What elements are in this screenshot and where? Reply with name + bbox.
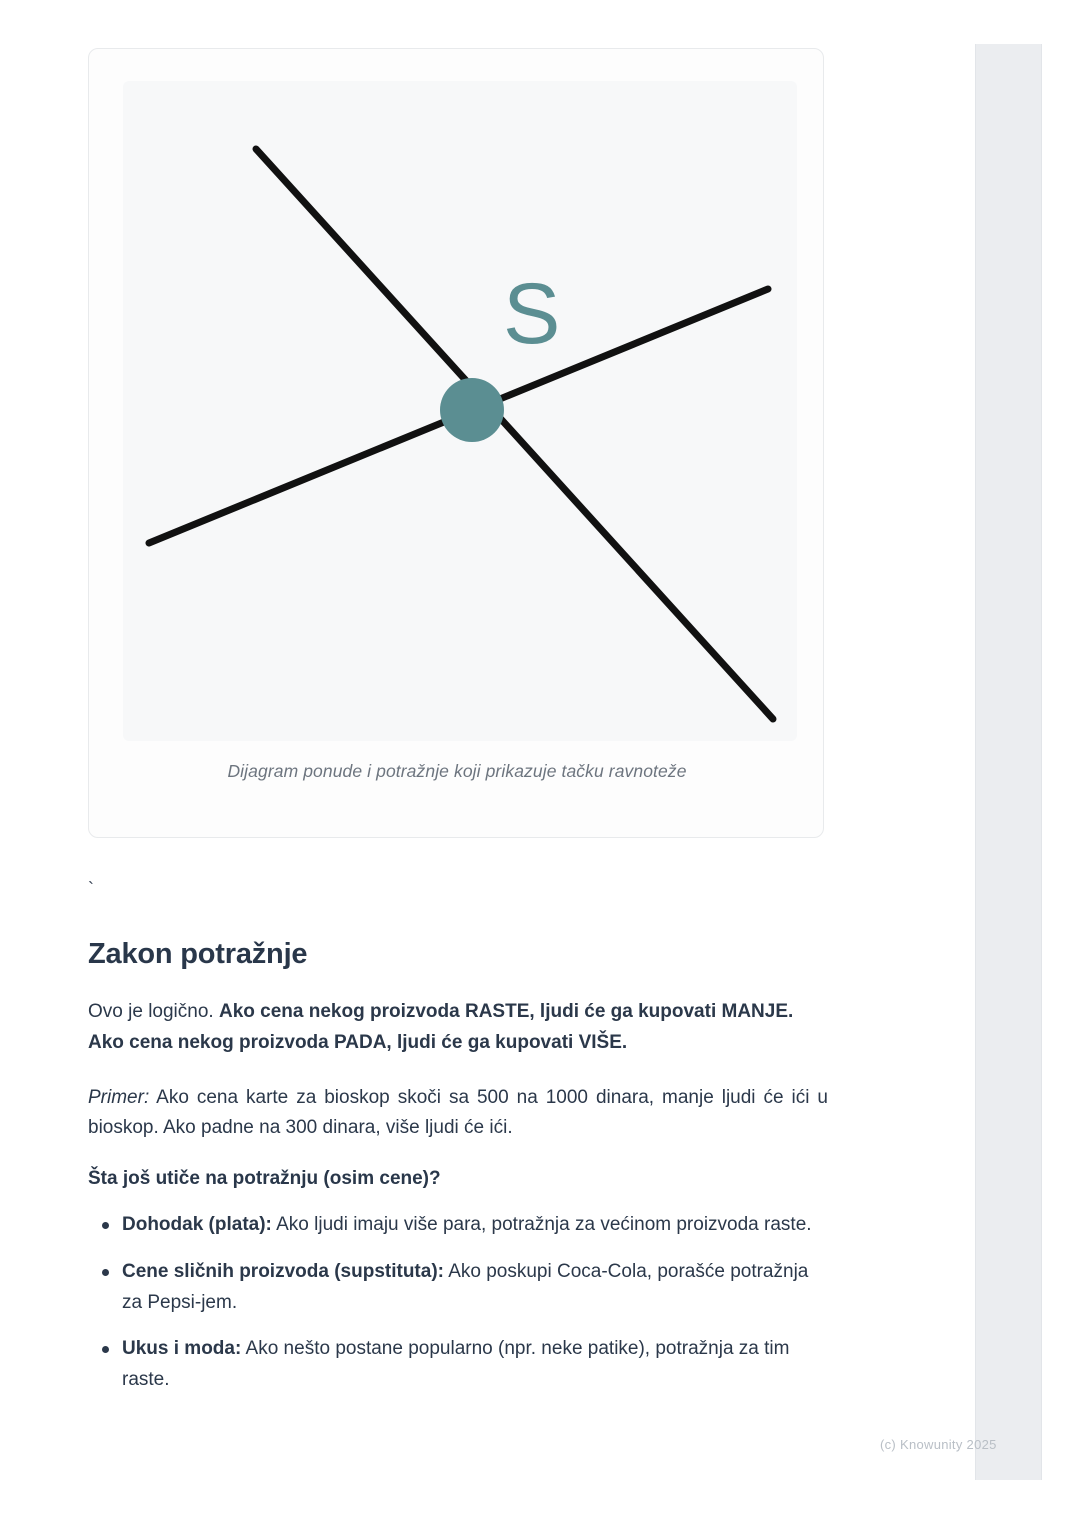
diagram-svg [123,81,797,741]
equilibrium-point [440,378,504,442]
article-body [88,880,828,1412]
paragraph-law-of-demand [88,997,828,1059]
demand-curve-line [256,149,773,719]
paragraph-example [88,1083,828,1145]
example-label: Primer: [88,1086,150,1108]
subheading-factors: Šta još utiče na potražnju (osim cene)? [88,1168,441,1190]
list-item-term: Cene sličnih proizvoda (supstituta): [122,1260,444,1282]
paragraph-lead: Ovo je logično. [88,1001,219,1022]
example-text: Ako cena karte za bioskop skoči sa 500 na 1000 dinara, manje ljudi će ići u bioskop. Ako padne na 300 dinara, više ljudi će ići. [88,1086,828,1139]
list-item [122,1210,828,1241]
page-title: Zakon potražnje [88,938,308,970]
stray-backtick: ` [88,879,94,899]
list-item-term: Ukus i moda: [122,1338,242,1360]
copyright-watermark: (c) Knowunity 2025 [880,1437,997,1452]
list-item [122,1334,828,1396]
list-item-text: Ako poskupi Coca-Cola, porašće potražnja za Pepsi-jem. [122,1260,809,1313]
list-item-text: Ako nešto postane popularno (npr. neke patike), potražnja za tim raste. [122,1338,790,1391]
figure-card [88,48,824,838]
supply-demand-diagram [123,81,797,741]
curve-label-s: S [503,266,561,362]
list-item [122,1257,828,1319]
list-item-text: Ako ljudi imaju više para, potražnja za većinom proizvoda raste. [271,1214,812,1236]
list-item-term: Dohodak (plata): [122,1214,272,1236]
factors-list [88,1210,828,1396]
paragraph-emphasis: Ako cena nekog proizvoda RASTE, ljudi će ga kupovati MANJE. Ako cena nekog proizvoda PADA, ljudi će ga kupovati VIŠE. [88,1001,794,1053]
scroll-track[interactable] [975,44,1042,1480]
figure-caption: Dijagram ponude i potražnje koji prikazuje tačku ravnoteže [227,761,687,781]
